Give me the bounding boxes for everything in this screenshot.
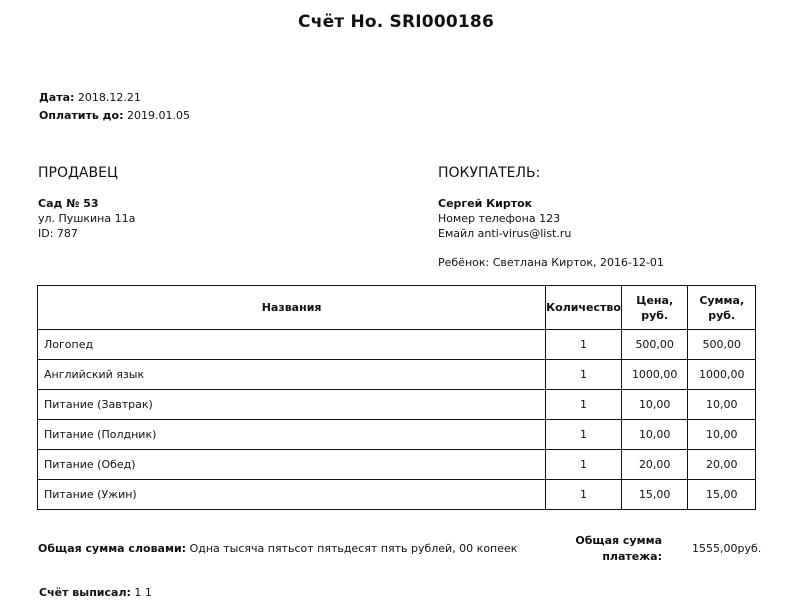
seller-name: Сад № 53 <box>38 197 99 210</box>
buyer-name: Сергей Кирток <box>438 197 533 210</box>
header-sum <box>688 286 756 330</box>
total-words-label: Общая сумма словами: <box>38 542 187 555</box>
table-header-row <box>38 286 756 330</box>
row-sum: 10,00 <box>688 390 756 420</box>
items-table <box>37 285 756 510</box>
header-sum-line1: Сумма, <box>699 293 745 307</box>
buyer-email: Емайл anti-virus@list.ru <box>438 227 572 240</box>
row-price: 10,00 <box>621 390 688 420</box>
table-row <box>38 480 756 510</box>
row-sum: 1000,00 <box>688 360 756 390</box>
buyer-child: Ребёнок: Светлана Кирток, 2016-12-01 <box>438 256 664 269</box>
header-price-line1: Цена, <box>636 293 674 307</box>
header-sum-line2: руб. <box>708 308 736 322</box>
table-row <box>38 450 756 480</box>
table-row <box>38 420 756 450</box>
issuer-label: Счёт выписал: <box>39 586 131 599</box>
row-qty: 1 <box>546 480 622 510</box>
total-label-line1: Общая сумма <box>575 534 662 547</box>
row-qty: 1 <box>546 330 622 360</box>
header-qty: Количество <box>546 286 622 330</box>
invoice-title: Счёт Но. SRI000186 <box>298 12 494 32</box>
issuer-value: 1 1 <box>134 586 152 599</box>
row-sum: 15,00 <box>688 480 756 510</box>
due-date-line <box>39 107 190 125</box>
table-row <box>38 330 756 360</box>
total-label <box>570 533 662 565</box>
row-name: Питание (Полдник) <box>38 420 546 450</box>
table-row <box>38 360 756 390</box>
row-name: Логопед <box>38 330 546 360</box>
header-name: Названия <box>38 286 546 330</box>
row-qty: 1 <box>546 390 622 420</box>
invoice-meta <box>39 89 190 125</box>
buyer-phone: Номер телефона 123 <box>438 212 561 225</box>
row-price: 15,00 <box>621 480 688 510</box>
header-price-line2: руб. <box>641 308 669 322</box>
row-qty: 1 <box>546 420 622 450</box>
row-sum: 10,00 <box>688 420 756 450</box>
total-value: 1555,00руб. <box>692 542 762 555</box>
row-price: 10,00 <box>621 420 688 450</box>
buyer-heading: ПОКУПАТЕЛЬ: <box>438 165 541 181</box>
date-line <box>39 89 190 107</box>
row-price: 500,00 <box>621 330 688 360</box>
date-value: 2018.12.21 <box>77 91 141 104</box>
row-name: Питание (Завтрак) <box>38 390 546 420</box>
header-price <box>621 286 688 330</box>
seller-block <box>38 196 135 241</box>
table-row <box>38 390 756 420</box>
total-words-value: Одна тысяча пятьсот пятьдесят пять рублей, 00 копеек <box>189 542 518 555</box>
date-label: Дата: <box>39 91 75 104</box>
row-sum: 500,00 <box>688 330 756 360</box>
row-price: 1000,00 <box>621 360 688 390</box>
row-qty: 1 <box>546 360 622 390</box>
seller-id: ID: 787 <box>38 227 78 240</box>
total-in-words <box>38 542 517 555</box>
issuer-line <box>39 586 152 599</box>
row-name: Питание (Ужин) <box>38 480 546 510</box>
seller-heading: ПРОДАВЕЦ <box>38 165 118 181</box>
row-name: Английский язык <box>38 360 546 390</box>
row-price: 20,00 <box>621 450 688 480</box>
row-name: Питание (Обед) <box>38 450 546 480</box>
total-label-line2: платежа: <box>602 550 662 563</box>
buyer-block <box>438 196 571 241</box>
due-date-value: 2019.01.05 <box>127 109 190 122</box>
seller-address: ул. Пушкина 11а <box>38 212 136 225</box>
row-sum: 20,00 <box>688 450 756 480</box>
row-qty: 1 <box>546 450 622 480</box>
due-date-label: Оплатить до: <box>39 109 124 122</box>
